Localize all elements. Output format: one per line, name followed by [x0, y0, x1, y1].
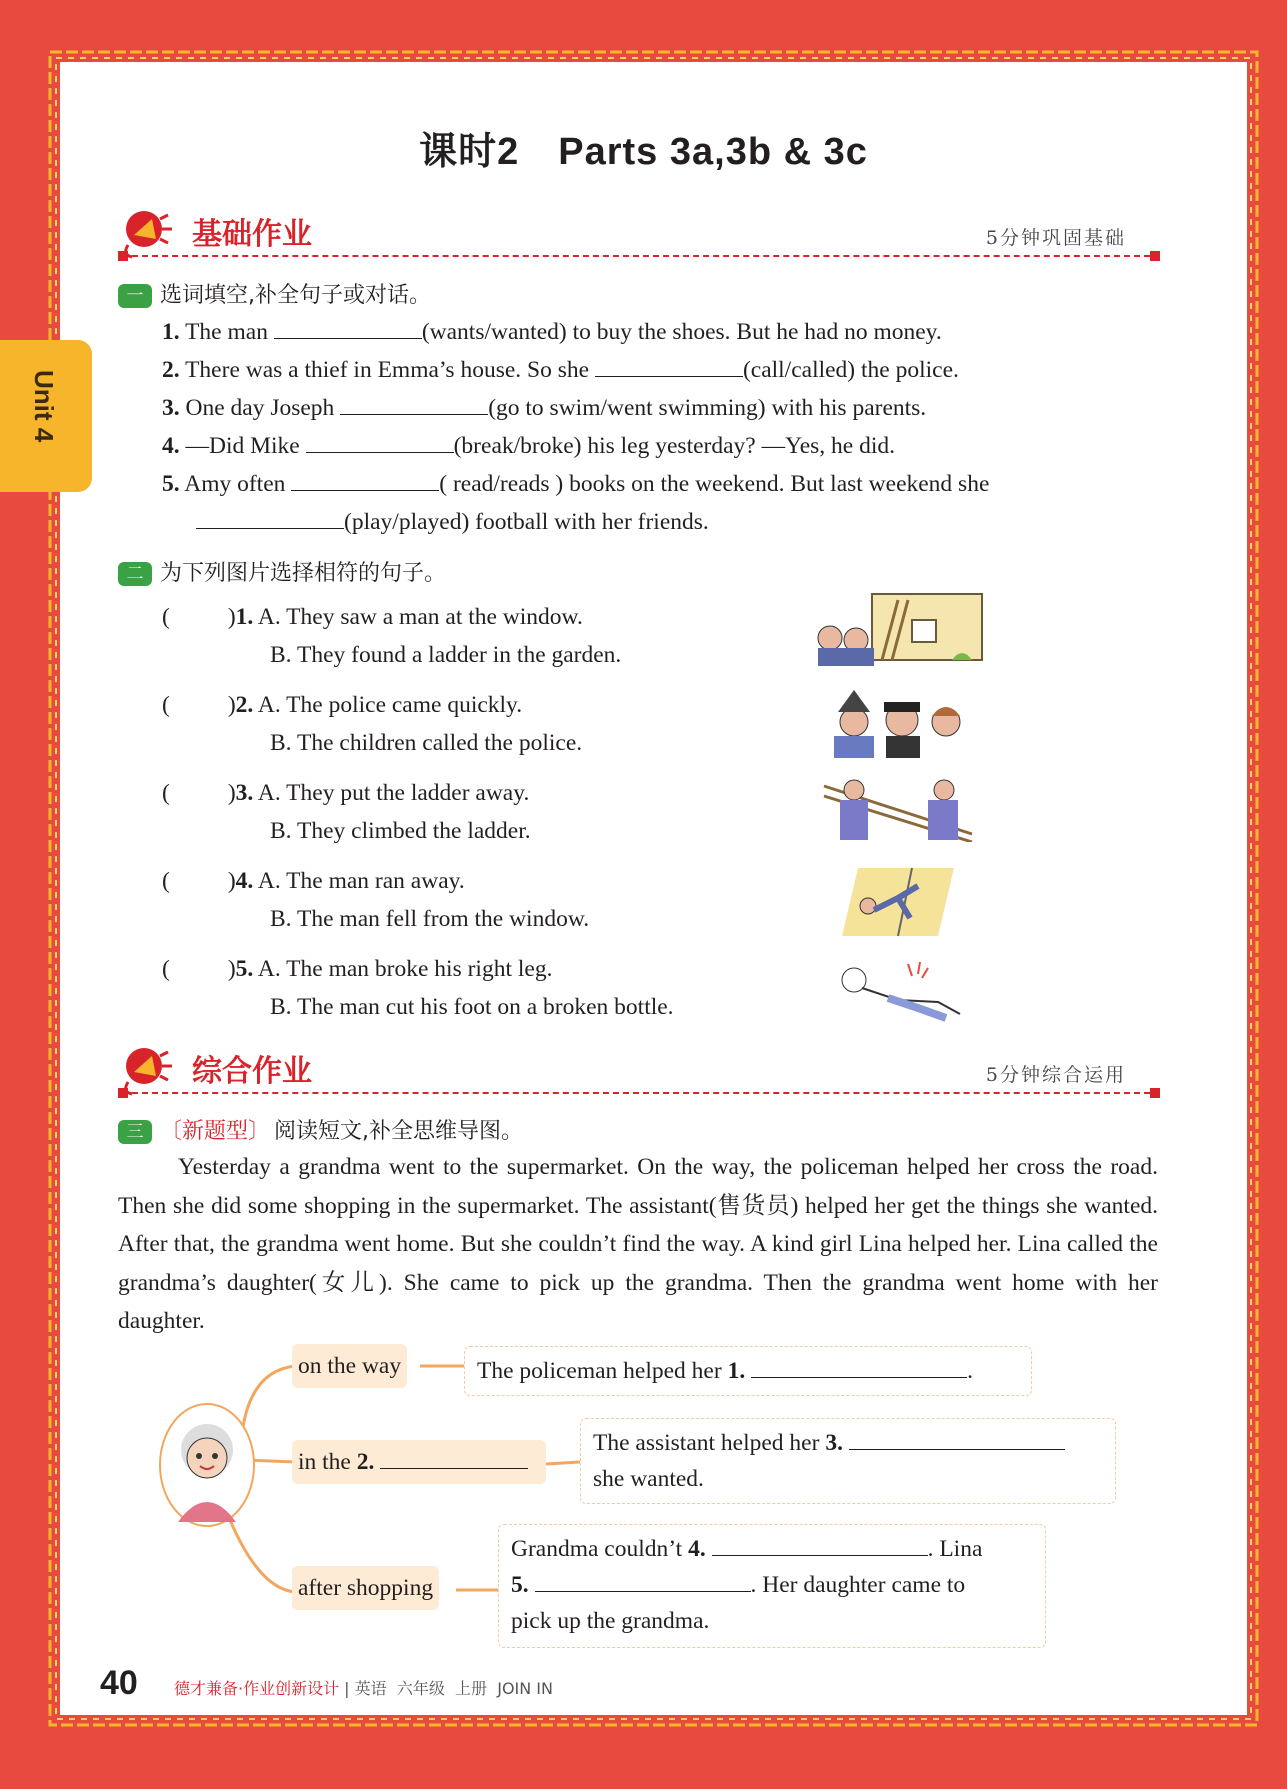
answer-paren[interactable]: (	[162, 956, 170, 982]
footer-grade: 六年级	[396, 1679, 445, 1698]
option-a: A. The man ran away.	[257, 868, 465, 894]
item-text: (break/broke) his leg yesterday? —Yes, he did.	[453, 433, 895, 459]
question-instruction: 选词填空,补全句子或对话。	[160, 283, 431, 308]
blank-number: 1.	[727, 1358, 746, 1384]
question-instruction: 为下列图片选择相符的句子。	[160, 561, 447, 586]
unit-tab-label: Unit 4	[29, 370, 59, 443]
fill-item-2	[162, 354, 959, 384]
question-header-1	[118, 278, 431, 308]
item-number: 2.	[235, 692, 254, 718]
fill-item-1	[162, 316, 942, 346]
item-text: Amy often	[184, 471, 286, 497]
answer-blank[interactable]	[849, 1427, 1065, 1450]
answer-paren-close: )	[227, 868, 236, 894]
option-a: A. They saw a man at the window.	[257, 604, 583, 630]
item-text: (wants/wanted) to buy the shoes. But he had no money.	[421, 319, 942, 345]
mc-item-1-b	[270, 642, 621, 669]
mindmap-label-on-the-way	[292, 1344, 407, 1388]
answer-blank[interactable]	[751, 1355, 967, 1378]
option-b: B. The man fell from the window.	[270, 906, 590, 932]
mc-item-4-b	[270, 906, 589, 933]
police-children-illustration	[824, 688, 974, 758]
option-a: A. The police came quickly.	[257, 692, 523, 718]
label-text: in the	[298, 1449, 357, 1475]
item-text: (play/played) football with her friends.	[344, 509, 709, 535]
item-text: There was a thief in Emma’s house. So she	[185, 357, 590, 383]
item-number: 3.	[235, 780, 254, 806]
mc-item-3	[162, 780, 529, 807]
footer-edition: JOIN IN	[497, 1679, 553, 1698]
box-text: pick up the grandma.	[511, 1608, 710, 1634]
question-header-3	[118, 1114, 523, 1144]
fill-item-5	[162, 468, 989, 498]
box-text: she wanted.	[593, 1466, 704, 1492]
item-text: One day Joseph	[185, 395, 335, 421]
answer-blank[interactable]	[595, 354, 743, 377]
answer-blank[interactable]	[274, 316, 422, 339]
mindmap-label-in-the	[292, 1440, 546, 1484]
fill-item-5-cont	[196, 506, 709, 536]
item-number: 2.	[162, 357, 180, 383]
fill-item-4	[162, 430, 895, 460]
answer-blank[interactable]	[196, 506, 344, 529]
page-number: 40	[100, 1664, 138, 1702]
box-text: The policeman helped her	[477, 1358, 728, 1384]
question-number: 三	[118, 1120, 152, 1144]
answer-paren-close: )	[227, 604, 236, 630]
section-divider	[122, 255, 1160, 257]
dash-end	[1150, 1088, 1160, 1098]
mc-item-5	[162, 956, 552, 983]
unit-tab	[0, 340, 92, 492]
answer-paren[interactable]: (	[162, 780, 170, 806]
dash-end	[1150, 251, 1160, 261]
footer-info: 德才兼备·作业创新设计 | 英语 六年级 上册 JOIN IN	[174, 1679, 553, 1698]
item-number: 1.	[235, 604, 254, 630]
item-text: (go to swim/went swimming) with his parents.	[488, 395, 927, 421]
answer-blank[interactable]	[712, 1533, 928, 1556]
section-title: 综合作业	[192, 1054, 312, 1089]
section-subtitle: 5分钟综合运用	[985, 1064, 1126, 1086]
item-text: ( read/reads ) books on the weekend. But last weekend she	[439, 471, 990, 497]
item-number: 4.	[162, 433, 180, 459]
question-instruction: 阅读短文,补全思维导图。	[274, 1119, 524, 1144]
new-type-tag: 〔新题型〕	[160, 1119, 271, 1144]
label-text: after shopping	[298, 1575, 434, 1601]
option-a: A. The man broke his right leg.	[257, 956, 553, 982]
label-text: on the way	[298, 1353, 402, 1379]
item-number: 4.	[235, 868, 254, 894]
blank-number: 5.	[511, 1572, 529, 1598]
section-divider	[122, 1092, 1160, 1094]
answer-paren-close: )	[227, 780, 236, 806]
mc-item-2	[162, 692, 522, 719]
answer-paren-close: )	[227, 956, 236, 982]
grandma-avatar	[158, 1402, 256, 1528]
man-fall-illustration	[838, 862, 958, 938]
blank-number: 2.	[356, 1449, 375, 1475]
section-header-basic	[118, 205, 1160, 265]
box-text: . Lina	[927, 1536, 983, 1562]
item-number: 3.	[162, 395, 180, 421]
mc-item-1	[162, 604, 583, 631]
mindmap-box-1: The policeman helped her 1. .	[464, 1346, 1032, 1396]
item-number: 5.	[162, 471, 180, 497]
fill-item-3	[162, 392, 926, 422]
answer-blank[interactable]	[380, 1446, 528, 1469]
mc-item-5-b	[270, 994, 674, 1021]
mc-item-3-b	[270, 818, 531, 845]
reading-passage: Yesterday a grandma went to the supermarket. On the way, the policeman helped her cross the road. Then she did some shopping in the supermarket. The assistant(售货员) helped her get the things she wanted. After that, the grandma went home. But she couldn’t find the way. A kind girl Lina helped her. Lina called the grandma’s daughter(女儿). She came to pick up the grandma. Then the grandma went home with her daughter.	[118, 1154, 1158, 1334]
section-subtitle: 5分钟巩固基础	[985, 227, 1126, 249]
mc-item-2-b	[270, 730, 582, 757]
box-text: The assistant helped her	[593, 1430, 826, 1456]
section-title: 基础作业	[192, 217, 312, 252]
mindmap-box-2	[580, 1418, 1116, 1504]
item-number: 1.	[162, 319, 180, 345]
box-text: . Her daughter came to	[750, 1572, 966, 1598]
footer-volume: 上册	[455, 1679, 488, 1698]
answer-blank[interactable]	[291, 468, 439, 491]
footer-subject: 英语	[354, 1679, 387, 1698]
item-text: (call/called) the police.	[742, 357, 959, 383]
section-header-comprehensive	[118, 1042, 1160, 1102]
ladder-carry-illustration	[818, 776, 978, 842]
blank-number: 3.	[825, 1430, 843, 1456]
answer-blank[interactable]	[340, 392, 488, 415]
question-number: 一	[118, 284, 152, 308]
answer-paren[interactable]: (	[162, 604, 170, 630]
option-a: A. They put the ladder away.	[257, 780, 530, 806]
item-number: 5.	[235, 956, 254, 982]
answer-blank[interactable]	[535, 1569, 751, 1592]
answer-paren[interactable]: (	[162, 692, 170, 718]
man-hurt-illustration	[828, 958, 968, 1028]
item-text: —Did Mike	[185, 433, 300, 459]
question-number: 二	[118, 562, 152, 586]
mindmap-box-3	[498, 1524, 1046, 1648]
blank-number: 4.	[688, 1536, 706, 1562]
page-title: 课时2 Parts 3a,3b & 3c	[419, 131, 868, 173]
mindmap-label-after-shopping	[292, 1566, 439, 1610]
answer-paren-close: )	[227, 692, 236, 718]
option-b: B. They found a ladder in the garden.	[270, 642, 622, 668]
answer-blank[interactable]	[306, 430, 454, 453]
house-ladder-illustration	[812, 590, 988, 666]
answer-paren[interactable]: (	[162, 868, 170, 894]
box-text: Grandma couldn’t	[511, 1536, 689, 1562]
option-b: B. The man cut his foot on a broken bottle.	[270, 994, 674, 1020]
option-b: B. The children called the police.	[270, 730, 583, 756]
mc-item-4	[162, 868, 465, 895]
question-header-2	[118, 556, 446, 586]
footer-brand: 德才兼备·作业创新设计	[174, 1679, 340, 1698]
option-b: B. They climbed the ladder.	[270, 818, 531, 844]
item-text: The man	[185, 319, 268, 345]
